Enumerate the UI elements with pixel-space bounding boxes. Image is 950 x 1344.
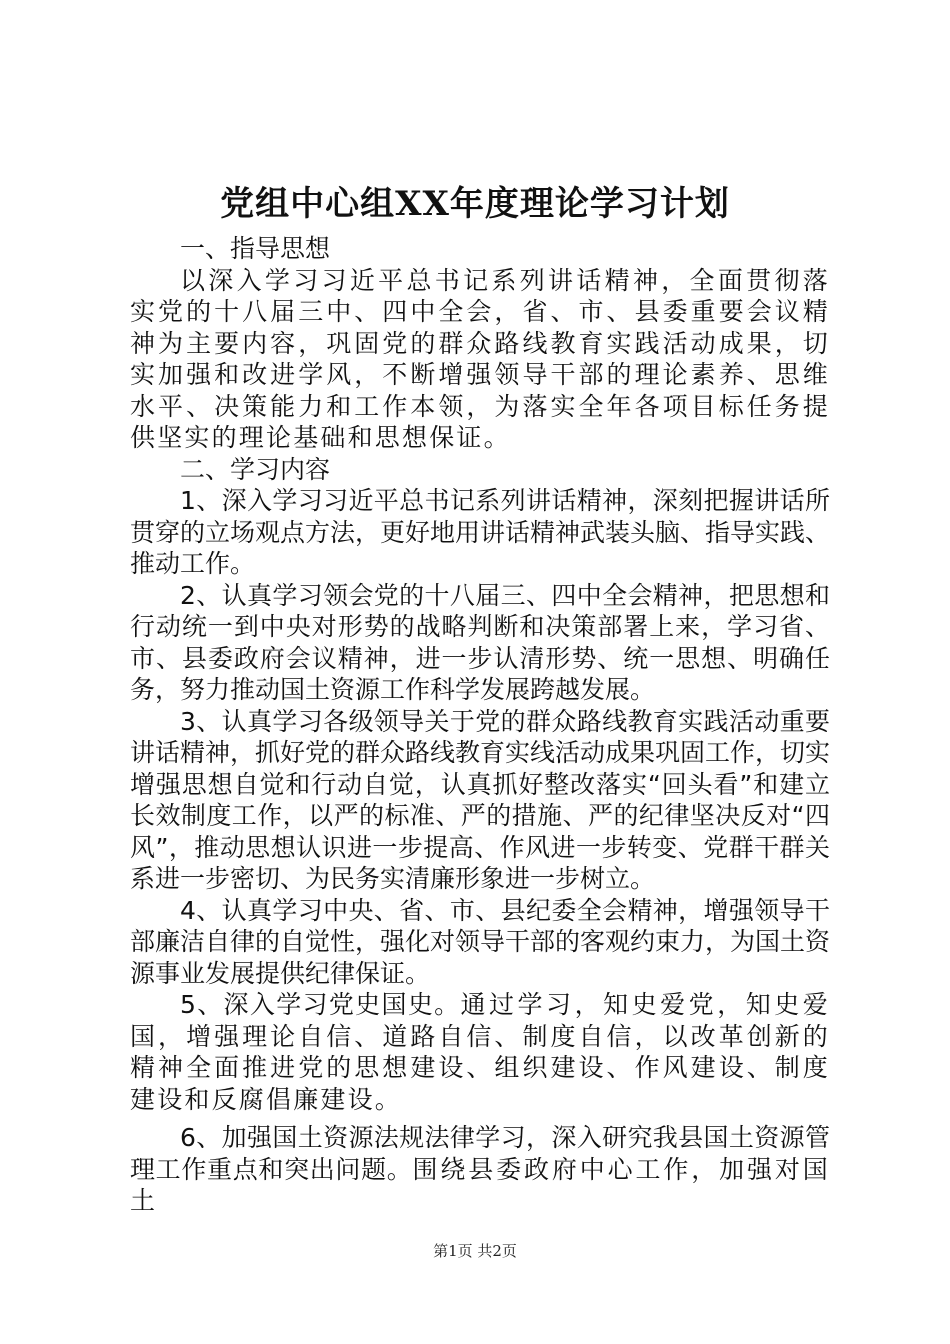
study-item-6-rest: 围绕县委政府中心工作，加强对国土 [130,1154,830,1215]
section-heading-study-content: 二、学习内容 [180,454,331,484]
section-heading-guiding-thought: 一、指导思想 [180,234,331,263]
study-item-6 [130,1122,830,1217]
page-number-footer: 第1页 共2页 [433,1242,517,1260]
study-item-3: 3、认真学习各级领导关于党的群众路线教育实践活动重要讲话精神，抓好党的群众路线教育实线活动成果巩固工作，切实增强思想自觉和行动自觉，认真抓好整改落实“回头看”和建立长效制度工作，以严的标准、严的措施、严的纪律坚决反对“四风”，推动思想认识进一步提高、作风进一步转变、党群干群关系进一步密切、为民务实清廉形象进一步树立。 [130,706,831,893]
paragraph-guiding-thought: 以深入学习习近平总书记系列讲话精神，全面贯彻落实党的十八届三中、四中全会，省、市、县委重要会议精神为主要内容，巩固党的群众路线教育实践活动成果，切实加强和改进学风，不断增强领导干部的理论素养、思维水平、决策能力和工作本领，为落实全年各项目标任务提供坚实的理论基础和思想保证。 [130,265,830,452]
study-item-5-rest: 通过学习，知史爱党，知史爱国，增强理论自信、道路自信、制度自信，以改革创新的精神全面推进党的思想建设、组织建设、作风建设、制度建设和反腐倡廉建设。 [130,990,830,1114]
document-title: 党组中心组XX年度理论学习计划 [220,184,730,224]
study-item-1: 1、深入学习习近平总书记系列讲话精神，深刻把握讲话所贯穿的立场观点方法，更好地用讲话精神武装头脑、指导实践、推动工作。 [130,486,831,578]
document-body [130,233,830,1217]
study-item-6-lead: 6、加强国土资源法规法律学习，深入研究我县国土资源管理工作重点和突出问题。 [130,1123,830,1184]
study-item-5-lead: 5、深入学习党史国史。 [180,990,461,1019]
study-item-5 [130,989,830,1115]
study-item-4: 4、认真学习中央、省、市、县纪委全会精神，增强领导干部廉洁自律的自觉性，强化对领导干部的客观约束力，为国土资源事业发展提供纪律保证。 [130,895,831,988]
study-item-2: 2、认真学习领会党的十八届三、四中全会精神，把思想和行动统一到中央对形势的战略判断和决策部署上来，学习省、市、县委政府会议精神，进一步认清形势、统一思想、明确任务，努力推动国土资源工作科学发展跨越发展。 [130,580,830,704]
